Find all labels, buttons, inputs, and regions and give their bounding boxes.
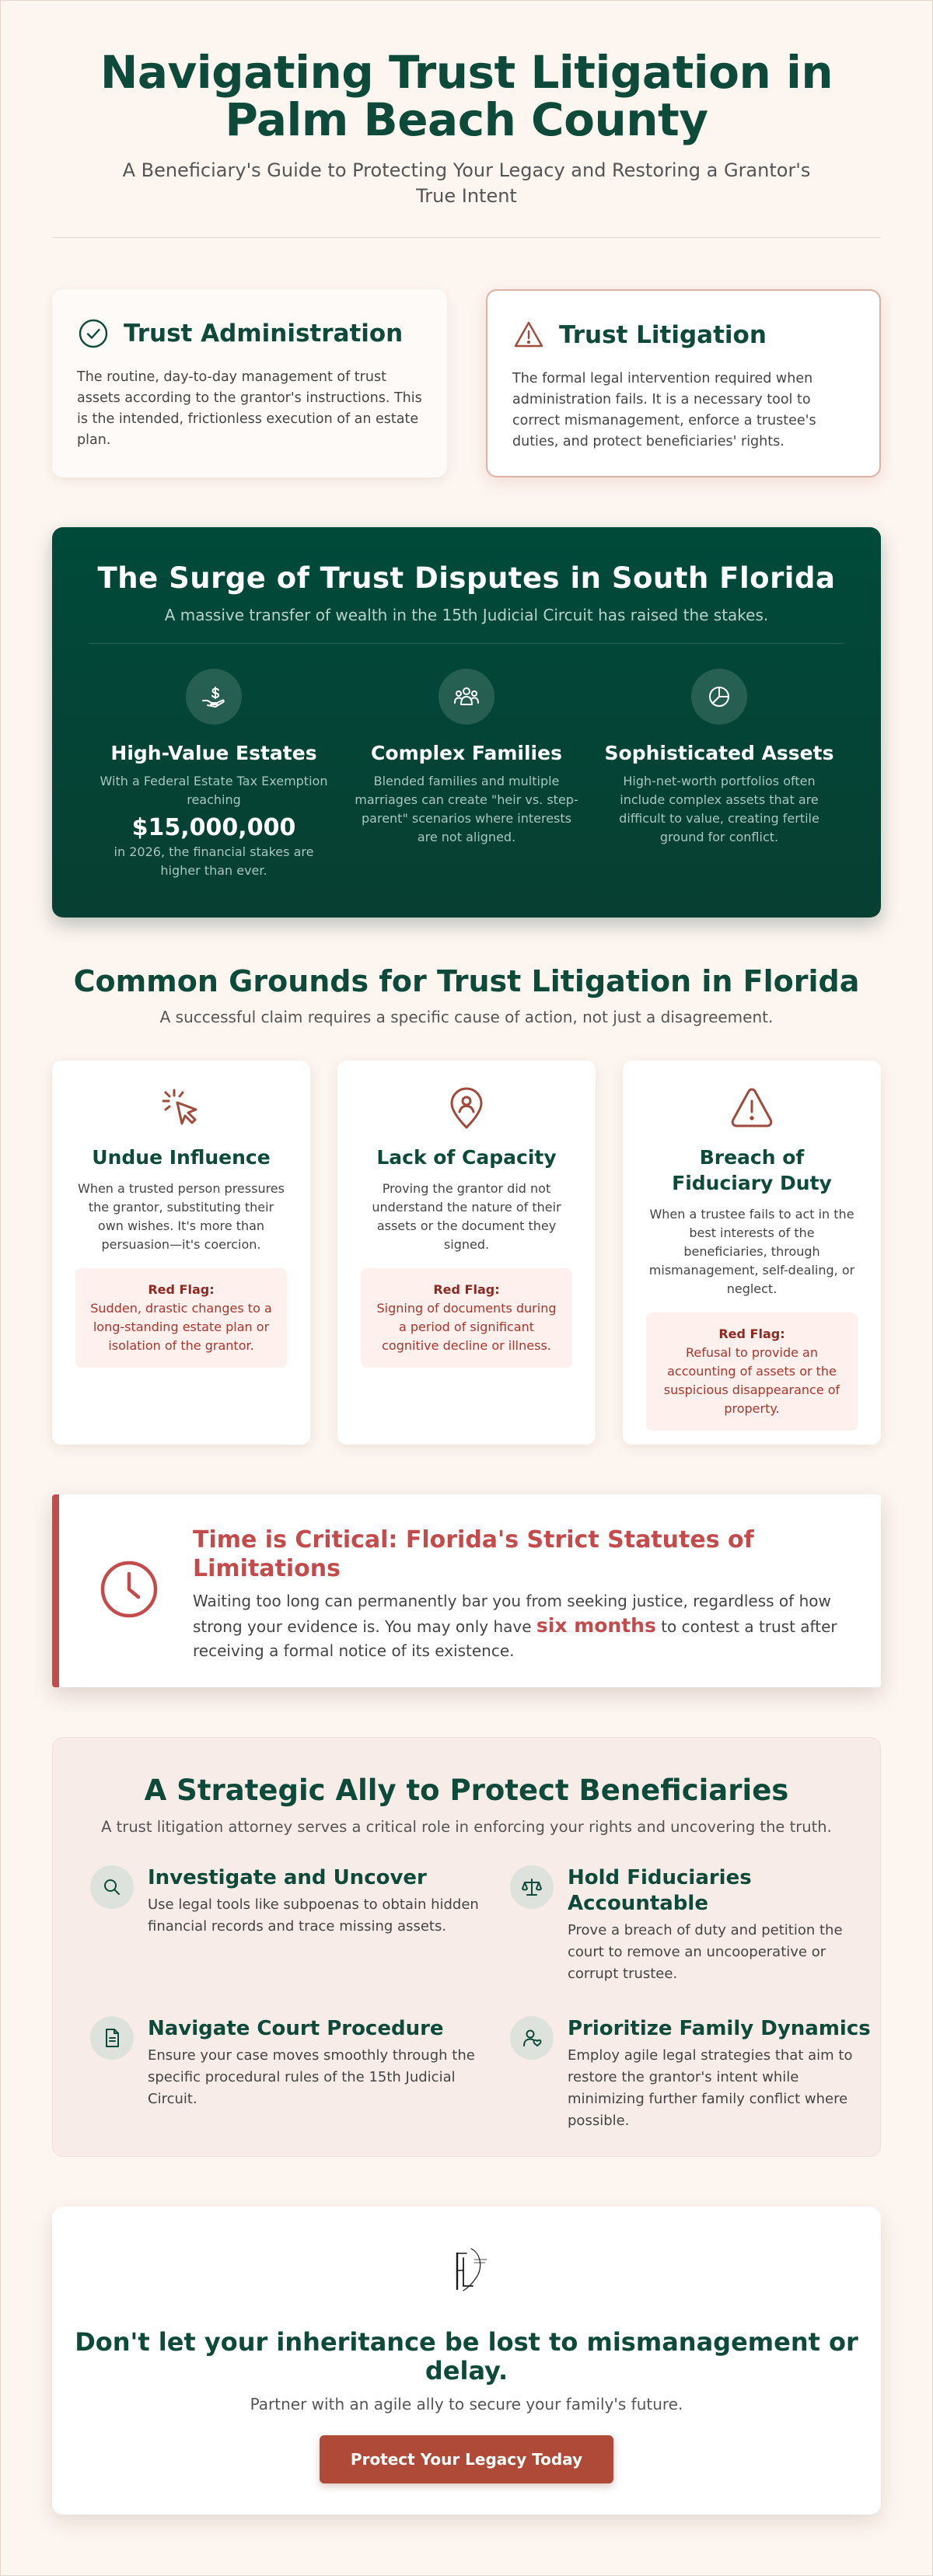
time-critical-title: Time is Critical: Florida's Strict Statutes of Limitations — [193, 1526, 754, 1582]
ground-card-undue-influence — [52, 1061, 310, 1445]
header — [52, 1, 881, 209]
scales-icon — [521, 1876, 543, 1898]
red-flag-text: Refusal to provide an accounting of assets or the suspicious disappearance of property. — [663, 1345, 840, 1416]
stat-title: Sophisticated Assets — [604, 742, 834, 764]
ally-icon-wrapper — [510, 1865, 554, 1909]
red-flag-box — [646, 1312, 858, 1431]
ally-icon-wrapper — [510, 2016, 554, 2060]
ally-item-text — [148, 1865, 487, 1938]
ally-grid — [90, 1865, 871, 2163]
stat-title: High-Value Estates — [110, 742, 317, 764]
ally-item-text — [568, 1865, 875, 1985]
time-critical-body — [193, 1526, 850, 1687]
grounds-title: Common Grounds for Trust Litigation in Florida — [73, 964, 860, 998]
stat-complex-families — [342, 669, 591, 880]
time-critical-text-before: Waiting too long can permanently bar you from seeking justice, regardless of how strong your evidence is. You may only have — [193, 1592, 831, 1636]
grounds-section-header — [52, 964, 881, 1026]
comparison-section — [52, 289, 881, 477]
protect-legacy-button[interactable]: Protect Your Legacy Today — [320, 2435, 613, 2483]
stat-icon-wrapper — [186, 669, 242, 725]
ally-item-title: Investigate and Uncover — [148, 1866, 427, 1889]
red-flag-text: Sudden, drastic changes to a long-standing estate plan or isolation of the grantor. — [90, 1301, 272, 1353]
ally-item-text — [148, 2016, 487, 2110]
document-icon — [101, 2027, 123, 2049]
ally-item-description: Ensure your case moves smoothly through the specific procedural rules of the 15th Judicial Circuit. — [148, 2047, 475, 2107]
litigation-card — [486, 289, 881, 477]
administration-card — [52, 289, 447, 477]
administration-card-header — [77, 317, 422, 350]
clock-icon — [98, 1558, 160, 1620]
stat-amount: $15,000,000 — [131, 814, 296, 841]
stat-description: Blended families and multiple marriages can create "heir vs. step-parent" scenarios where interests are not aligned. — [355, 774, 578, 844]
ally-item-accountable — [510, 1865, 875, 1985]
ally-item-title: Prioritize Family Dynamics — [568, 2017, 871, 2040]
litigation-card-header — [512, 319, 854, 351]
time-critical-text-after: to contest a trust after receiving a formal notice of its existence. — [193, 1617, 837, 1660]
stat-high-value-estates — [89, 669, 338, 880]
red-flag-box — [361, 1268, 572, 1368]
alert-triangle-icon — [729, 1085, 774, 1131]
ground-title: Breach of Fiduciary Duty — [672, 1146, 832, 1194]
stat-icon-wrapper — [691, 669, 747, 725]
grounds-cards — [52, 1061, 881, 1445]
ground-card-breach-of-duty — [623, 1061, 881, 1445]
red-flag-text: Signing of documents during a period of significant cognitive decline or illness. — [376, 1301, 557, 1353]
ground-card-lack-of-capacity — [337, 1061, 596, 1445]
grounds-subtitle: A successful claim requires a specific cause of action, not just a disagreement. — [159, 1008, 774, 1026]
ally-icon-wrapper — [90, 1865, 134, 1909]
page-subtitle: A Beneficiary's Guide to Protecting Your Legacy and Restoring a Grantor's True Intent — [122, 159, 811, 207]
stat-description: High-net-worth portfolios often include complex assets that are difficult to value, creating fertile ground for conflict. — [619, 774, 819, 844]
strategic-ally-section — [52, 1737, 881, 2157]
family-icon — [453, 683, 480, 710]
cta-subtitle: Partner with an agile ally to secure your family's future. — [250, 2395, 683, 2413]
page-title: Navigating Trust Litigation in Palm Beach County — [100, 46, 833, 146]
ally-item-title: Navigate Court Procedure — [148, 2017, 444, 2040]
surge-subtitle: A massive transfer of wealth in the 15th Judicial Circuit has raised the stakes. — [164, 606, 769, 624]
search-icon — [101, 1876, 123, 1898]
cursor-click-icon — [159, 1085, 204, 1131]
administration-title: Trust Administration — [124, 320, 404, 348]
stat-icon-wrapper — [439, 669, 494, 725]
ally-item-description: Prove a breach of duty and petition the court to remove an uncooperative or corrupt trustee. — [568, 1922, 843, 1982]
check-circle-icon — [77, 317, 110, 350]
red-flag-label: Red Flag: — [148, 1282, 215, 1297]
call-to-action-section — [52, 2207, 881, 2515]
ally-item-description: Employ agile legal strategies that aim to restore the grantor's intent while minimizing further family conflict where possible. — [568, 2047, 853, 2129]
stat-sophisticated-assets — [595, 669, 844, 880]
stats-row — [89, 669, 844, 880]
time-critical-highlight: six months — [536, 1614, 656, 1637]
firm-logo-icon — [435, 2241, 498, 2303]
dollar-hand-icon — [201, 683, 227, 710]
surge-divider — [89, 643, 844, 644]
stat-note: in 2026, the financial stakes are higher than ever. — [114, 844, 314, 878]
ally-item-title: Hold Fiduciaries Accountable — [568, 1866, 752, 1915]
header-divider — [52, 237, 881, 238]
ally-item-family-dynamics — [510, 2016, 875, 2132]
litigation-title: Trust Litigation — [559, 321, 767, 349]
stat-title: Complex Families — [371, 742, 562, 764]
ally-item-court-procedure — [90, 2016, 487, 2132]
ground-title: Lack of Capacity — [376, 1146, 557, 1169]
ground-description: When a trusted person pressures the grantor, substituting their own wishes. It's more than persuasion—it's coercion. — [78, 1181, 285, 1252]
red-flag-box — [75, 1268, 287, 1368]
ground-description: Proving the grantor did not understand the nature of their assets or the document they signed. — [372, 1181, 561, 1252]
surge-title: The Surge of Trust Disputes in South Florida — [97, 561, 836, 595]
user-heart-icon — [521, 2027, 543, 2049]
person-pin-icon — [444, 1085, 489, 1131]
ally-item-investigate — [90, 1865, 487, 1985]
pie-chart-icon — [706, 683, 732, 710]
time-critical-callout — [52, 1494, 881, 1687]
cta-title: Don't let your inheritance be lost to mismanagement or delay. — [75, 2327, 858, 2386]
ally-subtitle: A trust litigation attorney serves a critical role in enforcing your rights and uncovering the truth. — [101, 1818, 832, 1836]
stat-description: With a Federal Estate Tax Exemption reaching — [100, 774, 328, 807]
litigation-text: The formal legal intervention required when administration fails. It is a necessary tool to correct mismanagement, enforce a trustee's duties, and protect beneficiaries' rights. — [512, 371, 816, 449]
time-critical-text — [193, 1589, 850, 1663]
ally-icon-wrapper — [90, 2016, 134, 2060]
warning-triangle-icon — [512, 319, 545, 351]
ally-item-text — [568, 2016, 875, 2132]
red-flag-label: Red Flag: — [718, 1326, 785, 1341]
ground-title: Undue Influence — [92, 1146, 271, 1169]
red-flag-label: Red Flag: — [433, 1282, 500, 1297]
ally-item-description: Use legal tools like subpoenas to obtain hidden financial records and trace missing assets. — [148, 1896, 479, 1935]
ally-title: A Strategic Ally to Protect Beneficiaries — [144, 1774, 789, 1807]
surge-section — [52, 527, 881, 918]
administration-text: The routine, day-to-day management of trust assets according to the grantor's instructions. This is the intended, frictionless execution of an estate plan. — [77, 369, 422, 448]
ground-description: When a trustee fails to act in the best interests of the beneficiaries, through mismanagement, self-dealing, or neglect. — [648, 1207, 855, 1296]
